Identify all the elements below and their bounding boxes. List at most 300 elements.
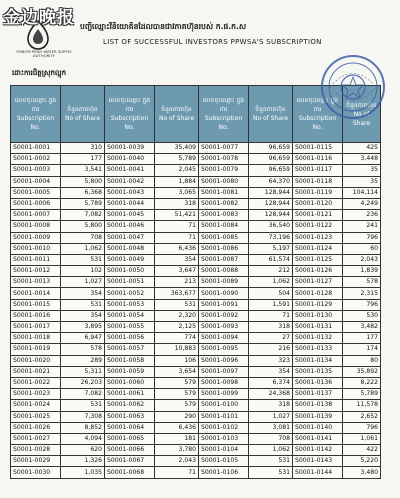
subscription-no-cell: S0001-0030	[11, 467, 61, 478]
subscription-no-cell: S0001-0139	[293, 411, 343, 422]
share-count-cell: 7,308	[61, 411, 105, 422]
share-count-cell: 35,409	[155, 143, 199, 154]
share-count-cell: 10,883	[155, 344, 199, 355]
subscription-no-cell: S0001-0081	[199, 187, 249, 198]
share-count-cell: 354	[249, 366, 293, 377]
subscription-no-cell: S0001-0027	[11, 433, 61, 444]
share-count-cell: 318	[155, 198, 199, 209]
subscription-no-cell: S0001-0015	[11, 299, 61, 310]
document-title-english: LIST OF SUCCESSFUL INVESTORS PPWSA'S SUBSCRIPTION	[103, 38, 322, 46]
table-row	[11, 411, 381, 422]
subscription-no-cell: S0001-0096	[199, 355, 249, 366]
share-count-cell: 106	[155, 355, 199, 366]
column-header-no-of-share	[61, 86, 105, 143]
column-header-khmer: លេខចុះឈ្មោះ ក្នុងការ	[296, 97, 339, 113]
subscription-no-cell: S0001-0130	[293, 310, 343, 321]
share-count-cell: 71	[155, 232, 199, 243]
share-count-cell: 35	[343, 176, 381, 187]
share-count-cell: 35	[343, 165, 381, 176]
subscription-no-cell: S0001-0001	[11, 143, 61, 154]
subscription-no-cell: S0001-0082	[199, 198, 249, 209]
subscription-no-cell: S0001-0050	[105, 266, 155, 277]
subscription-no-cell: S0001-0089	[199, 277, 249, 288]
share-count-cell: 36,540	[249, 221, 293, 232]
subscription-no-cell: S0001-0102	[199, 422, 249, 433]
share-count-cell: 3,647	[155, 266, 199, 277]
share-count-cell: 3,482	[343, 322, 381, 333]
table-row	[11, 445, 381, 456]
subscription-no-cell: S0001-0126	[293, 266, 343, 277]
subscription-no-cell: S0001-0128	[293, 288, 343, 299]
share-count-cell: 2,125	[155, 322, 199, 333]
subscription-no-cell: S0001-0136	[293, 377, 343, 388]
share-count-cell: 579	[155, 389, 199, 400]
column-header-english: No of Share	[158, 115, 195, 122]
share-count-cell: 96,659	[249, 165, 293, 176]
share-count-cell: 6,368	[61, 187, 105, 198]
table-row	[11, 333, 381, 344]
share-count-cell: 71	[249, 310, 293, 321]
table-row	[11, 355, 381, 366]
column-header-subscription-no	[105, 86, 155, 143]
share-count-cell: 2,045	[155, 165, 199, 176]
share-count-cell: 71	[155, 467, 199, 478]
share-count-cell: 354	[155, 254, 199, 265]
share-count-cell: 11,578	[343, 400, 381, 411]
share-count-cell: 3,654	[155, 366, 199, 377]
table-row	[11, 456, 381, 467]
share-count-cell: 796	[343, 422, 381, 433]
table-row	[11, 210, 381, 221]
column-header-khmer: លេខចុះឈ្មោះ ក្នុងការ	[202, 97, 245, 113]
subscription-no-cell: S0001-0049	[105, 254, 155, 265]
subscription-no-cell: S0001-0077	[199, 143, 249, 154]
subscription-no-cell: S0001-0090	[199, 288, 249, 299]
share-count-cell: 73,196	[249, 232, 293, 243]
table-row	[11, 400, 381, 411]
share-count-cell: 241	[343, 221, 381, 232]
column-header-khmer: ចំនួនភាគហ៊ុន	[346, 101, 377, 109]
subscription-no-cell: S0001-0067	[105, 456, 155, 467]
subscription-no-cell: S0001-0085	[199, 232, 249, 243]
subscription-no-cell: S0001-0013	[11, 277, 61, 288]
share-count-cell: 1,027	[249, 411, 293, 422]
share-count-cell: 1,884	[155, 176, 199, 187]
column-header-subscription-no	[11, 86, 61, 143]
share-count-cell: 177	[343, 333, 381, 344]
subscription-no-cell: S0001-0044	[105, 198, 155, 209]
share-count-cell: 71	[155, 221, 199, 232]
table-row	[11, 277, 381, 288]
subscription-no-cell: S0001-0008	[11, 221, 61, 232]
subscription-no-cell: S0001-0064	[105, 422, 155, 433]
subscription-no-cell: S0001-0017	[11, 322, 61, 333]
share-count-cell: 531	[155, 299, 199, 310]
subscription-no-cell: S0001-0045	[105, 210, 155, 221]
subscription-no-cell: S0001-0093	[199, 322, 249, 333]
share-count-cell: 64,370	[249, 176, 293, 187]
subscription-no-cell: S0001-0134	[293, 355, 343, 366]
subscription-no-cell: S0001-0022	[11, 377, 61, 388]
subscription-no-cell: S0001-0088	[199, 266, 249, 277]
subscription-no-cell: S0001-0100	[199, 400, 249, 411]
subscription-no-cell: S0001-0065	[105, 433, 155, 444]
share-count-cell: 6,436	[155, 243, 199, 254]
subscription-no-cell: S0001-0115	[293, 143, 343, 154]
subscription-no-cell: S0001-0012	[11, 266, 61, 277]
subscription-no-cell: S0001-0103	[199, 433, 249, 444]
subscription-no-cell: S0001-0144	[293, 467, 343, 478]
subscription-no-cell: S0001-0062	[105, 400, 155, 411]
table-row	[11, 377, 381, 388]
subscription-no-cell: S0001-0010	[11, 243, 61, 254]
share-count-cell: 35,892	[343, 366, 381, 377]
table-row	[11, 221, 381, 232]
table-row	[11, 467, 381, 478]
subscription-no-cell: S0001-0125	[293, 254, 343, 265]
share-count-cell: 5,197	[249, 243, 293, 254]
share-count-cell: 1,591	[249, 299, 293, 310]
subscription-no-cell: S0001-0055	[105, 322, 155, 333]
column-header-khmer: លេខចុះឈ្មោះ ក្នុងការ	[108, 97, 151, 113]
subscription-no-cell: S0001-0129	[293, 299, 343, 310]
share-count-cell: 774	[155, 333, 199, 344]
share-count-cell: 620	[61, 445, 105, 456]
share-count-cell: 128,944	[249, 210, 293, 221]
subscription-no-cell: S0001-0047	[105, 232, 155, 243]
subscription-no-cell: S0001-0135	[293, 366, 343, 377]
share-count-cell: 1,062	[61, 243, 105, 254]
share-count-cell: 1,061	[343, 433, 381, 444]
share-count-cell: 181	[155, 433, 199, 444]
share-count-cell: 174	[343, 344, 381, 355]
subscription-no-cell: S0001-0060	[105, 377, 155, 388]
column-header-english: Subscription No.	[204, 115, 243, 131]
share-count-cell: 102	[61, 266, 105, 277]
share-count-cell: 104,114	[343, 187, 381, 198]
share-count-cell: 3,895	[61, 322, 105, 333]
subscription-no-cell: S0001-0138	[293, 400, 343, 411]
share-count-cell: 6,436	[155, 422, 199, 433]
share-count-cell: 61,574	[249, 254, 293, 265]
share-count-cell: 579	[155, 377, 199, 388]
subscription-no-cell: S0001-0048	[105, 243, 155, 254]
share-count-cell: 531	[249, 456, 293, 467]
column-header-english: No of Share	[352, 110, 371, 127]
table-row	[11, 433, 381, 444]
share-count-cell: 4,249	[343, 198, 381, 209]
subscription-no-cell: S0001-0079	[199, 165, 249, 176]
subscription-no-cell: S0001-0003	[11, 165, 61, 176]
subscription-no-cell: S0001-0006	[11, 198, 61, 209]
subscription-no-cell: S0001-0095	[199, 344, 249, 355]
share-count-cell: 318	[249, 400, 293, 411]
share-count-cell: 3,480	[343, 467, 381, 478]
share-count-cell: 3,541	[61, 165, 105, 176]
subscription-no-cell: S0001-0132	[293, 333, 343, 344]
share-count-cell: 5,311	[61, 366, 105, 377]
subscription-no-cell: S0001-0023	[11, 389, 61, 400]
subscription-no-cell: S0001-0042	[105, 176, 155, 187]
share-count-cell: 422	[343, 445, 381, 456]
share-count-cell: 354	[61, 310, 105, 321]
share-count-cell: 289	[61, 355, 105, 366]
subscription-no-cell: S0001-0039	[105, 143, 155, 154]
share-count-cell: 8,852	[61, 422, 105, 433]
subscription-no-cell: S0001-0104	[199, 445, 249, 456]
share-count-cell: 578	[61, 344, 105, 355]
subscription-no-cell: S0001-0142	[293, 445, 343, 456]
share-count-cell: 578	[343, 277, 381, 288]
subscription-no-cell: S0001-0058	[105, 355, 155, 366]
column-header-no-of-share	[155, 86, 199, 143]
subscription-no-cell: S0001-0133	[293, 344, 343, 355]
subscription-no-cell: S0001-0083	[199, 210, 249, 221]
share-count-cell: 5,800	[61, 221, 105, 232]
subscription-no-cell: S0001-0131	[293, 322, 343, 333]
subscription-no-cell: S0001-0009	[11, 232, 61, 243]
share-count-cell: 236	[343, 210, 381, 221]
subscription-no-cell: S0001-0054	[105, 310, 155, 321]
subscription-no-cell: S0001-0063	[105, 411, 155, 422]
table-row	[11, 422, 381, 433]
table-row	[11, 366, 381, 377]
subscription-no-cell: S0001-0029	[11, 456, 61, 467]
subscription-no-cell: S0001-0116	[293, 154, 343, 165]
subscription-no-cell: S0001-0117	[293, 165, 343, 176]
share-count-cell: 363,677	[155, 288, 199, 299]
subscription-no-cell: S0001-0066	[105, 445, 155, 456]
share-count-cell: 2,043	[155, 456, 199, 467]
share-count-cell: 531	[249, 467, 293, 478]
share-count-cell: 290	[155, 411, 199, 422]
subscription-no-cell: S0001-0007	[11, 210, 61, 221]
share-count-cell: 24,368	[249, 389, 293, 400]
share-count-cell: 5,789	[155, 154, 199, 165]
subscription-no-cell: S0001-0101	[199, 411, 249, 422]
share-count-cell: 5,789	[61, 198, 105, 209]
section-subtitle: ដោះការជិត្តស្រុកល្អុក	[12, 69, 67, 77]
table-row	[11, 243, 381, 254]
subscription-no-cell: S0001-0041	[105, 165, 155, 176]
share-count-cell: 7,082	[61, 389, 105, 400]
investors-table	[10, 85, 381, 479]
subscription-no-cell: S0001-0120	[293, 198, 343, 209]
subscription-no-cell: S0001-0021	[11, 366, 61, 377]
share-count-cell: 531	[61, 400, 105, 411]
share-count-cell: 4,094	[61, 433, 105, 444]
column-header-english: No of Share	[64, 115, 101, 122]
column-header-khmer: ចំនួនភាគហ៊ុន	[67, 106, 98, 113]
share-count-cell: 1,035	[61, 467, 105, 478]
subscription-no-cell: S0001-0119	[293, 187, 343, 198]
share-count-cell: 354	[61, 288, 105, 299]
subscription-no-cell: S0001-0106	[199, 467, 249, 478]
subscription-no-cell: S0001-0051	[105, 277, 155, 288]
subscription-no-cell: S0001-0052	[105, 288, 155, 299]
subscription-no-cell: S0001-0121	[293, 210, 343, 221]
share-count-cell: 425	[343, 143, 381, 154]
share-count-cell: 504	[249, 288, 293, 299]
subscription-no-cell: S0001-0099	[199, 389, 249, 400]
subscription-no-cell: S0001-0025	[11, 411, 61, 422]
share-count-cell: 7,082	[61, 210, 105, 221]
subscription-no-cell: S0001-0084	[199, 221, 249, 232]
subscription-no-cell: S0001-0118	[293, 176, 343, 187]
logo-caption: PHNOM PENH WATER SUPPLY AUTHORITY	[16, 49, 72, 58]
share-count-cell: 6,947	[61, 333, 105, 344]
subscription-no-cell: S0001-0068	[105, 467, 155, 478]
share-count-cell: 531	[61, 254, 105, 265]
subscription-no-cell: S0001-0014	[11, 288, 61, 299]
column-header-khmer: ចំនួនភាគហ៊ុន	[161, 106, 192, 113]
subscription-no-cell: S0001-0080	[199, 176, 249, 187]
subscription-no-cell: S0001-0004	[11, 176, 61, 187]
table-row	[11, 389, 381, 400]
subscription-no-cell: S0001-0016	[11, 310, 61, 321]
share-count-cell: 213	[155, 277, 199, 288]
share-count-cell: 80	[343, 355, 381, 366]
share-count-cell: 8,222	[343, 377, 381, 388]
share-count-cell: 708	[249, 433, 293, 444]
subscription-no-cell: S0001-0057	[105, 344, 155, 355]
subscription-no-cell: S0001-0061	[105, 389, 155, 400]
subscription-no-cell: S0001-0087	[199, 254, 249, 265]
column-header-english: Subscription No.	[110, 115, 149, 131]
share-count-cell: 27	[249, 333, 293, 344]
table-body	[11, 143, 381, 479]
table-row	[11, 187, 381, 198]
share-count-cell: 530	[343, 310, 381, 321]
table-row	[11, 322, 381, 333]
table-row	[11, 176, 381, 187]
share-count-cell: 531	[61, 299, 105, 310]
subscription-no-cell: S0001-0011	[11, 254, 61, 265]
official-seal-icon	[318, 52, 388, 122]
share-count-cell: 318	[249, 322, 293, 333]
subscription-no-cell: S0001-0024	[11, 400, 61, 411]
subscription-no-cell: S0001-0020	[11, 355, 61, 366]
column-header-english: No of Share	[252, 115, 289, 122]
share-count-cell: 3,448	[343, 154, 381, 165]
share-count-cell: 128,944	[249, 187, 293, 198]
share-count-cell: 51,421	[155, 210, 199, 221]
share-count-cell: 579	[155, 400, 199, 411]
column-header-subscription-no	[199, 86, 249, 143]
share-count-cell: 796	[343, 232, 381, 243]
subscription-no-cell: S0001-0005	[11, 187, 61, 198]
subscription-no-cell: S0001-0141	[293, 433, 343, 444]
subscription-no-cell: S0001-0137	[293, 389, 343, 400]
subscription-no-cell: S0001-0056	[105, 333, 155, 344]
subscription-no-cell: S0001-0019	[11, 344, 61, 355]
table-row	[11, 299, 381, 310]
column-header-khmer: លេខចុះឈ្មោះ ក្នុងការ	[14, 97, 57, 113]
column-header-english: Subscription No.	[16, 115, 55, 131]
subscription-no-cell: S0001-0002	[11, 154, 61, 165]
subscription-no-cell: S0001-0059	[105, 366, 155, 377]
share-count-cell: 310	[61, 143, 105, 154]
subscription-no-cell: S0001-0098	[199, 377, 249, 388]
subscription-no-cell: S0001-0078	[199, 154, 249, 165]
share-count-cell: 323	[249, 355, 293, 366]
share-count-cell: 177	[61, 154, 105, 165]
share-count-cell: 1,027	[61, 277, 105, 288]
share-count-cell: 96,659	[249, 143, 293, 154]
subscription-no-cell: S0001-0028	[11, 445, 61, 456]
share-count-cell: 1,062	[249, 445, 293, 456]
share-count-cell: 128,944	[249, 198, 293, 209]
subscription-no-cell: S0001-0122	[293, 221, 343, 232]
share-count-cell: 3,081	[249, 422, 293, 433]
subscription-no-cell: S0001-0092	[199, 310, 249, 321]
table-row	[11, 154, 381, 165]
table-row	[11, 143, 381, 154]
share-count-cell: 1,326	[61, 456, 105, 467]
table-row	[11, 344, 381, 355]
document-title-khmer: បញ្ជីឈ្មោះវិនិយោគិនដែលបានជាវភាគហ៊ុនរបស់ ក.ផ.ក.ស	[80, 22, 247, 31]
share-count-cell: 96,659	[249, 154, 293, 165]
share-count-cell: 60	[343, 243, 381, 254]
subscription-no-cell: S0001-0026	[11, 422, 61, 433]
subscription-no-cell: S0001-0105	[199, 456, 249, 467]
share-count-cell: 5,789	[343, 389, 381, 400]
share-count-cell: 216	[249, 344, 293, 355]
subscription-no-cell: S0001-0123	[293, 232, 343, 243]
subscription-no-cell: S0001-0046	[105, 221, 155, 232]
share-count-cell: 2,315	[343, 288, 381, 299]
subscription-no-cell: S0001-0053	[105, 299, 155, 310]
subscription-no-cell: S0001-0040	[105, 154, 155, 165]
share-count-cell: 796	[343, 299, 381, 310]
share-count-cell: 3,065	[155, 187, 199, 198]
subscription-no-cell: S0001-0086	[199, 243, 249, 254]
column-header-no-of-share	[249, 86, 293, 143]
table-row	[11, 266, 381, 277]
column-header-khmer: ចំនួនភាគហ៊ុន	[255, 106, 286, 113]
share-count-cell: 3,780	[155, 445, 199, 456]
subscription-no-cell: S0001-0127	[293, 277, 343, 288]
share-count-cell: 1,839	[343, 266, 381, 277]
share-count-cell: 708	[61, 232, 105, 243]
share-count-cell: 26,203	[61, 377, 105, 388]
table-row	[11, 165, 381, 176]
share-count-cell: 6,374	[249, 377, 293, 388]
share-count-cell: 2,652	[343, 411, 381, 422]
share-count-cell: 2,043	[343, 254, 381, 265]
subscription-no-cell: S0001-0097	[199, 366, 249, 377]
subscription-no-cell: S0001-0094	[199, 333, 249, 344]
table-row	[11, 232, 381, 243]
table-row	[11, 310, 381, 321]
subscription-no-cell: S0001-0140	[293, 422, 343, 433]
subscription-no-cell: S0001-0043	[105, 187, 155, 198]
share-count-cell: 5,220	[343, 456, 381, 467]
share-count-cell: 212	[249, 266, 293, 277]
watermark-text: 金边晚报	[3, 8, 75, 28]
share-count-cell: 2,320	[155, 310, 199, 321]
table-row	[11, 254, 381, 265]
column-header-english: Subscription No.	[298, 115, 337, 131]
subscription-no-cell: S0001-0124	[293, 243, 343, 254]
share-count-cell: 5,800	[61, 176, 105, 187]
table-row	[11, 198, 381, 209]
share-count-cell: 1,062	[249, 277, 293, 288]
subscription-no-cell: S0001-0091	[199, 299, 249, 310]
subscription-no-cell: S0001-0018	[11, 333, 61, 344]
table-row	[11, 288, 381, 299]
subscription-no-cell: S0001-0143	[293, 456, 343, 467]
